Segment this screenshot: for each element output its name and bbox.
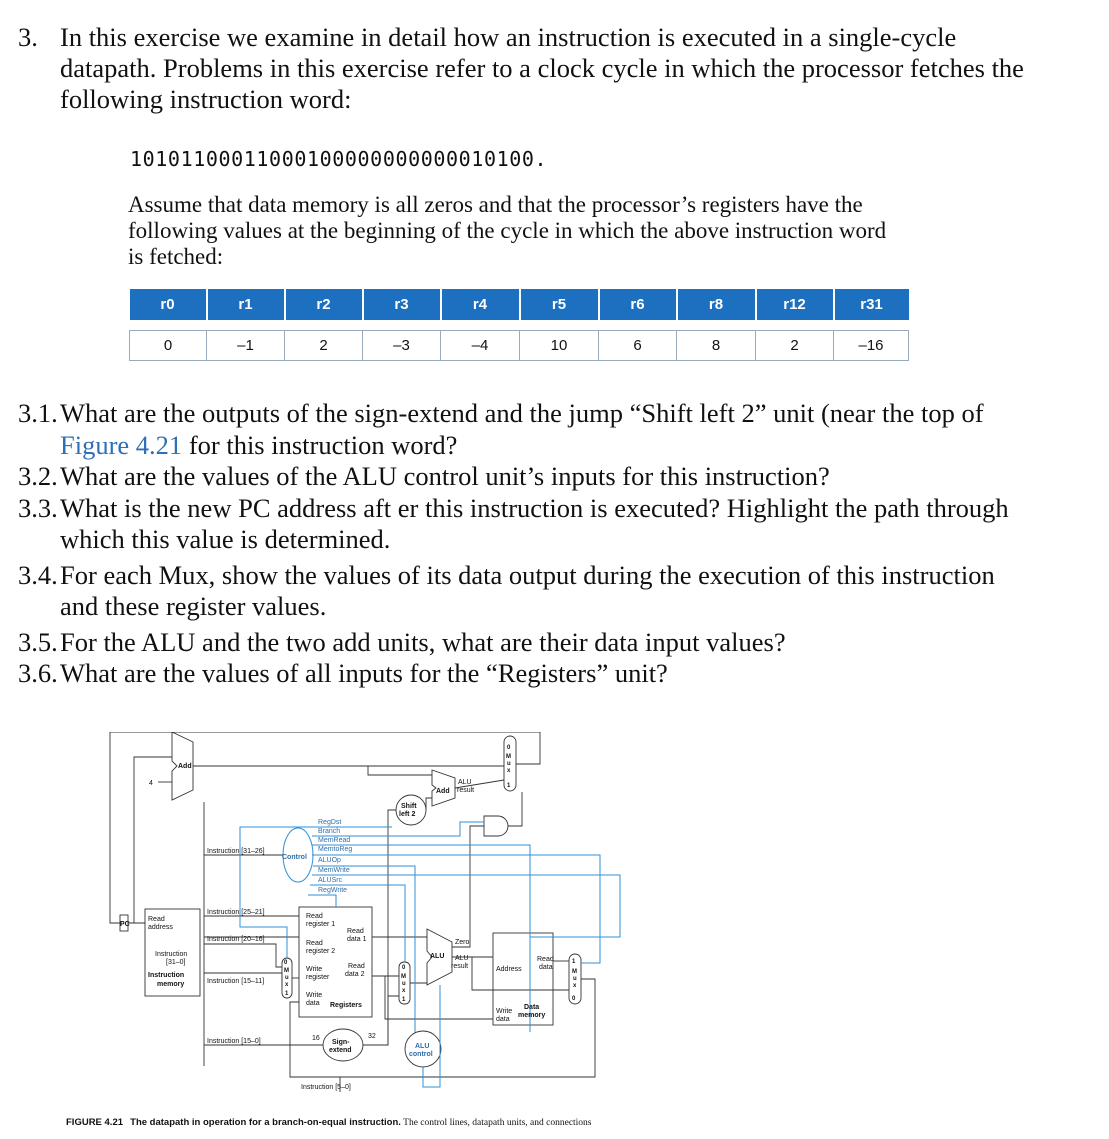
- shift-left-2-unit: [396, 795, 426, 825]
- register-header-row: [130, 289, 909, 320]
- mux2-m: M: [284, 968, 289, 974]
- sig-branch: Branch: [318, 828, 341, 835]
- register-header-r5: r5: [520, 289, 599, 320]
- rr1-a: Read: [306, 913, 323, 920]
- datapath-figure: [100, 732, 660, 1117]
- caption-label: FIGURE 4.21: [66, 1117, 124, 1128]
- branch-and-gate: [484, 816, 508, 836]
- rd1-a: Read: [347, 928, 364, 935]
- mux1-0: 0: [507, 745, 511, 751]
- sig-memtoreg: MemtoReg: [318, 846, 353, 853]
- question-number: 3.3.: [18, 492, 58, 523]
- question-5: [18, 627, 1078, 659]
- wr-b: register: [306, 974, 330, 981]
- mux4-u: u: [573, 976, 577, 982]
- question-line: For the ALU and the two add units, what are their data input values?: [60, 626, 786, 657]
- mux3-1: 1: [402, 997, 406, 1003]
- rr2-a: Read: [306, 940, 323, 947]
- exercise-intro: [18, 22, 1058, 115]
- alu-result-2: result: [451, 963, 469, 970]
- question-number: 3.2.: [18, 461, 58, 491]
- read-address-2: address: [148, 924, 173, 931]
- mux1-m: M: [506, 754, 511, 760]
- assume-line-2: following values at the beginning of the cycle in which the above instruction word: [128, 218, 887, 243]
- wr-a: Write: [306, 966, 323, 973]
- mux4-1: 1: [572, 959, 576, 965]
- dm-write-2: data: [496, 1016, 510, 1023]
- shift-1: Shift: [401, 803, 417, 810]
- intro-line-1: In this exercise we examine in detail how an instruction is executed in a single-cycle: [60, 22, 957, 52]
- dm-label-1: Data: [524, 1004, 540, 1011]
- dm-write-1: Write: [496, 1008, 513, 1015]
- sig-regdst: RegDst: [318, 819, 342, 826]
- question-number: 3.4.: [18, 559, 58, 590]
- register-header-r2: r2: [285, 289, 363, 320]
- mux4-0: 0: [572, 996, 576, 1002]
- instr-31-0-b: [31–0]: [166, 959, 186, 966]
- alu-result-1: ALU: [455, 955, 469, 962]
- caption-title: The datapath in operation for a branch-on-equal instruction.: [130, 1117, 401, 1128]
- assumption-text: [128, 192, 908, 270]
- dm-read-1: Read: [537, 956, 554, 963]
- branch-add-label: Add: [436, 788, 450, 795]
- mux4-x: x: [573, 983, 577, 989]
- mux3-m: M: [401, 974, 406, 980]
- rd2-a: Read: [348, 963, 365, 970]
- dm-address: Address: [496, 966, 522, 973]
- register-value-r4: –4: [441, 331, 520, 361]
- zero-label: Zero: [455, 939, 470, 946]
- register-header-r6: r6: [599, 289, 677, 320]
- register-table: [129, 289, 909, 361]
- question-number: 3.1.: [18, 398, 58, 428]
- question-3: [18, 493, 1078, 556]
- register-value-r0: 0: [130, 331, 207, 361]
- branch-alu-2: result: [457, 787, 475, 794]
- question-6: [18, 658, 1078, 690]
- register-header-r0: r0: [130, 289, 207, 320]
- register-value-row: [130, 331, 909, 361]
- instr-25-21: Instruction [25–21]: [207, 909, 265, 916]
- rd1-b: data 1: [347, 936, 367, 943]
- mux3-u: u: [402, 981, 406, 987]
- sig-memread: MemRead: [318, 837, 351, 844]
- control-signal-labels: [318, 819, 352, 894]
- mux4-m: M: [572, 969, 577, 975]
- question-4: [18, 560, 1078, 623]
- question-number: 3.5.: [18, 626, 58, 657]
- question-line: What are the values of the ALU control unit’s inputs for this instruction?: [60, 461, 830, 491]
- register-header-r31: r31: [834, 289, 909, 320]
- register-header-r4: r4: [441, 289, 520, 320]
- register-value-r6: 6: [599, 331, 677, 361]
- sig-memwrite: MemWrite: [318, 867, 350, 874]
- question-line: What is the new PC address aft er this instruction is executed? Highlight the path through: [60, 492, 1009, 523]
- rr2-b: register 2: [306, 948, 336, 955]
- mux2-u: u: [285, 975, 289, 981]
- instr-31-26: Instruction [31–26]: [207, 848, 265, 855]
- exercise-number: 3.: [18, 22, 38, 52]
- sig-aluop: ALUOp: [318, 857, 341, 864]
- intro-line-2: datapath. Problems in this exercise refer to a clock cycle in which the processor fetches the: [60, 53, 1024, 83]
- question-line: What are the values of all inputs for the “Registers” unit?: [60, 658, 668, 688]
- question-line: What are the outputs of the sign-extend and the jump “Shift left 2” unit (near the top of: [60, 398, 984, 428]
- question-2: [18, 461, 1078, 493]
- sign-ext-2: extend: [329, 1047, 352, 1054]
- rr1-b: register 1: [306, 921, 336, 928]
- register-value-r31: –16: [834, 331, 909, 361]
- register-header-r3: r3: [363, 289, 441, 320]
- mux1-u: u: [507, 761, 511, 767]
- add-top-label: Add: [178, 763, 192, 770]
- register-value-r5: 10: [520, 331, 599, 361]
- caption-text: The control lines, datapath units, and connections: [403, 1118, 592, 1128]
- mux1-x: x: [507, 768, 511, 774]
- pc-label: PC: [120, 921, 130, 928]
- assume-line-1: Assume that data memory is all zeros and that the processor’s registers have the: [128, 192, 863, 217]
- register-header-r12: r12: [756, 289, 834, 320]
- branch-alu-1: ALU: [458, 779, 472, 786]
- wd-b: data: [306, 1000, 320, 1007]
- figure-link[interactable]: Figure 4.21: [60, 429, 183, 460]
- instr-20-16: Instruction [20–16]: [207, 936, 265, 943]
- wd-a: Write: [306, 992, 323, 999]
- question-line: Figure 4.21 for this instruction word?: [60, 429, 458, 460]
- mux3-0: 0: [402, 965, 406, 971]
- shift-2: left 2: [399, 811, 416, 818]
- alu-control-2: control: [409, 1051, 433, 1058]
- registers-label: Registers: [330, 1002, 362, 1009]
- mux2-x: x: [285, 982, 289, 988]
- instr-15-0: Instruction [15–0]: [207, 1038, 261, 1045]
- question-line: and these register values.: [60, 591, 327, 621]
- mux1-1: 1: [507, 783, 511, 789]
- question-line: which this value is determined.: [60, 524, 391, 554]
- register-header-r1: r1: [207, 289, 285, 320]
- read-address-1: Read: [148, 916, 165, 923]
- question-list: [18, 398, 1078, 690]
- sig-regwrite: RegWrite: [318, 887, 348, 894]
- sixteen-label: 16: [312, 1035, 320, 1042]
- dm-label-2: memory: [518, 1012, 546, 1019]
- four-label: 4: [149, 780, 153, 787]
- alu-control-1: ALU: [415, 1043, 430, 1050]
- mux-labels: [284, 745, 577, 1003]
- register-value-r2: 2: [285, 331, 363, 361]
- instruction-word: 10101100011000100000000000010100.: [130, 147, 548, 171]
- question-line: For each Mux, show the values of its data output during the execution of this instruction: [60, 559, 995, 590]
- question-1: [18, 398, 1078, 461]
- register-header-r8: r8: [677, 289, 756, 320]
- sign-ext-1: Sign-: [332, 1039, 350, 1046]
- mux2-1: 1: [285, 991, 289, 997]
- figure-caption: [66, 1117, 592, 1128]
- register-value-r3: –3: [363, 331, 441, 361]
- rd2-b: data 2: [345, 971, 365, 978]
- thirty-two-label: 32: [368, 1033, 376, 1040]
- register-value-r8: 8: [677, 331, 756, 361]
- question-number: 3.6.: [18, 658, 58, 688]
- mux3-x: x: [402, 988, 406, 994]
- instr-mem-1: Instruction: [148, 972, 185, 979]
- register-value-r1: –1: [207, 331, 285, 361]
- instr-31-0-a: Instruction: [155, 951, 188, 958]
- mux2-0: 0: [284, 960, 288, 966]
- control-label: Control: [282, 854, 307, 861]
- register-value-r12: 2: [756, 331, 834, 361]
- instr-15-11: Instruction [15–11]: [207, 978, 265, 985]
- assume-line-3: is fetched:: [128, 244, 224, 269]
- sig-alusrc: ALUSrc: [318, 877, 343, 884]
- intro-line-3: following instruction word:: [60, 84, 352, 114]
- instr-5-0: Instruction [5–0]: [301, 1084, 351, 1091]
- alu-label: ALU: [430, 953, 445, 960]
- dm-read-2: data: [539, 964, 553, 971]
- instr-mem-2: memory: [157, 981, 185, 988]
